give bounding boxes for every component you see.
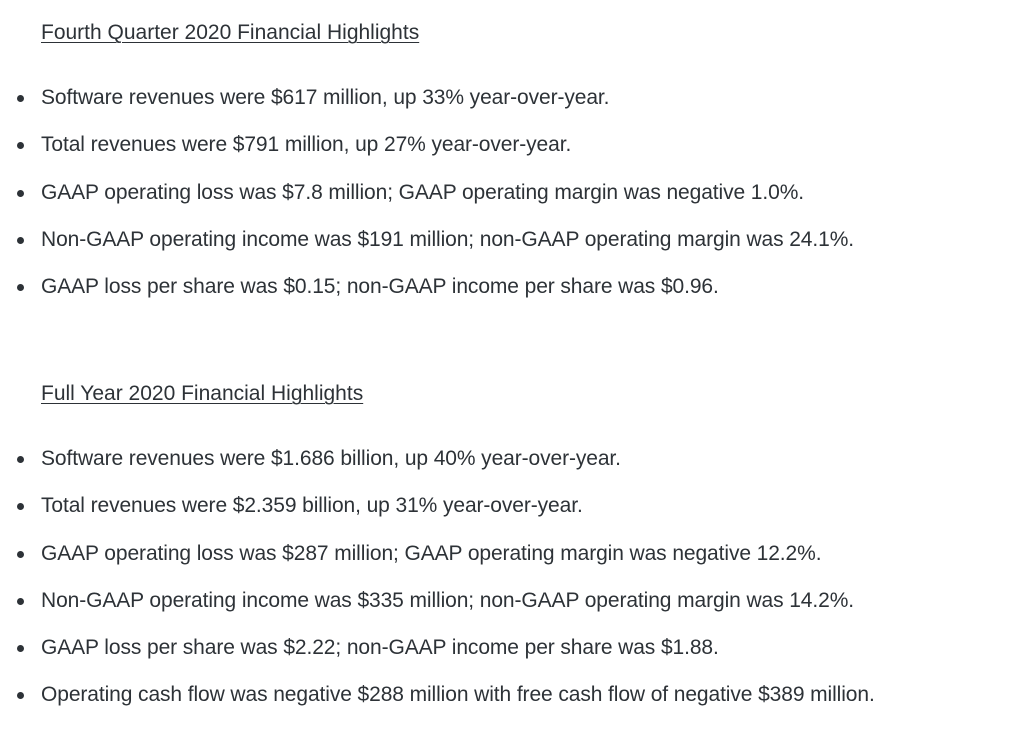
q4-highlights-heading: Fourth Quarter 2020 Financial Highlights (41, 21, 420, 44)
list-item-text: GAAP loss per share was $2.22; non-GAAP income per share was $1.88. (41, 636, 719, 660)
list-item-text: Non-GAAP operating income was $191 million; non-GAAP operating margin was 24.1%. (41, 227, 855, 251)
list-item-text: GAAP operating loss was $7.8 million; GAAP operating margin was negative 1.0%. (41, 180, 805, 204)
bullet-icon (17, 645, 24, 652)
list-item-text: Software revenues were $1.686 billion, up 40% year-over-year. (41, 447, 621, 470)
bullet-icon (17, 95, 24, 102)
list-item-text: Total revenues were $2.359 billion, up 31% year-over-year. (41, 494, 583, 518)
bullet-icon (17, 598, 24, 605)
list-item-text: Software revenues were $617 million, up 33% year-over-year. (41, 86, 610, 109)
bullet-icon (17, 237, 24, 244)
bullet-icon (17, 142, 24, 149)
list-item-text: GAAP loss per share was $0.15; non-GAAP income per share was $0.96. (41, 275, 719, 299)
list-item-text: Total revenues were $791 million, up 27% year-over-year. (41, 133, 572, 157)
list-item-text: Non-GAAP operating income was $335 million; non-GAAP operating margin was 14.2%. (41, 588, 855, 612)
list-item-text: GAAP operating loss was $287 million; GAAP operating margin was negative 12.2%. (41, 541, 822, 565)
bullet-icon (17, 551, 24, 558)
fy-highlights-heading: Full Year 2020 Financial Highlights (41, 382, 364, 405)
bullet-icon (17, 190, 24, 197)
bullet-icon (17, 692, 24, 699)
bullet-icon (17, 503, 24, 510)
list-item-text: Operating cash flow was negative $288 million with free cash flow of negative $389 million. (41, 683, 875, 707)
bullet-icon (17, 284, 24, 291)
bullet-icon (17, 456, 24, 463)
